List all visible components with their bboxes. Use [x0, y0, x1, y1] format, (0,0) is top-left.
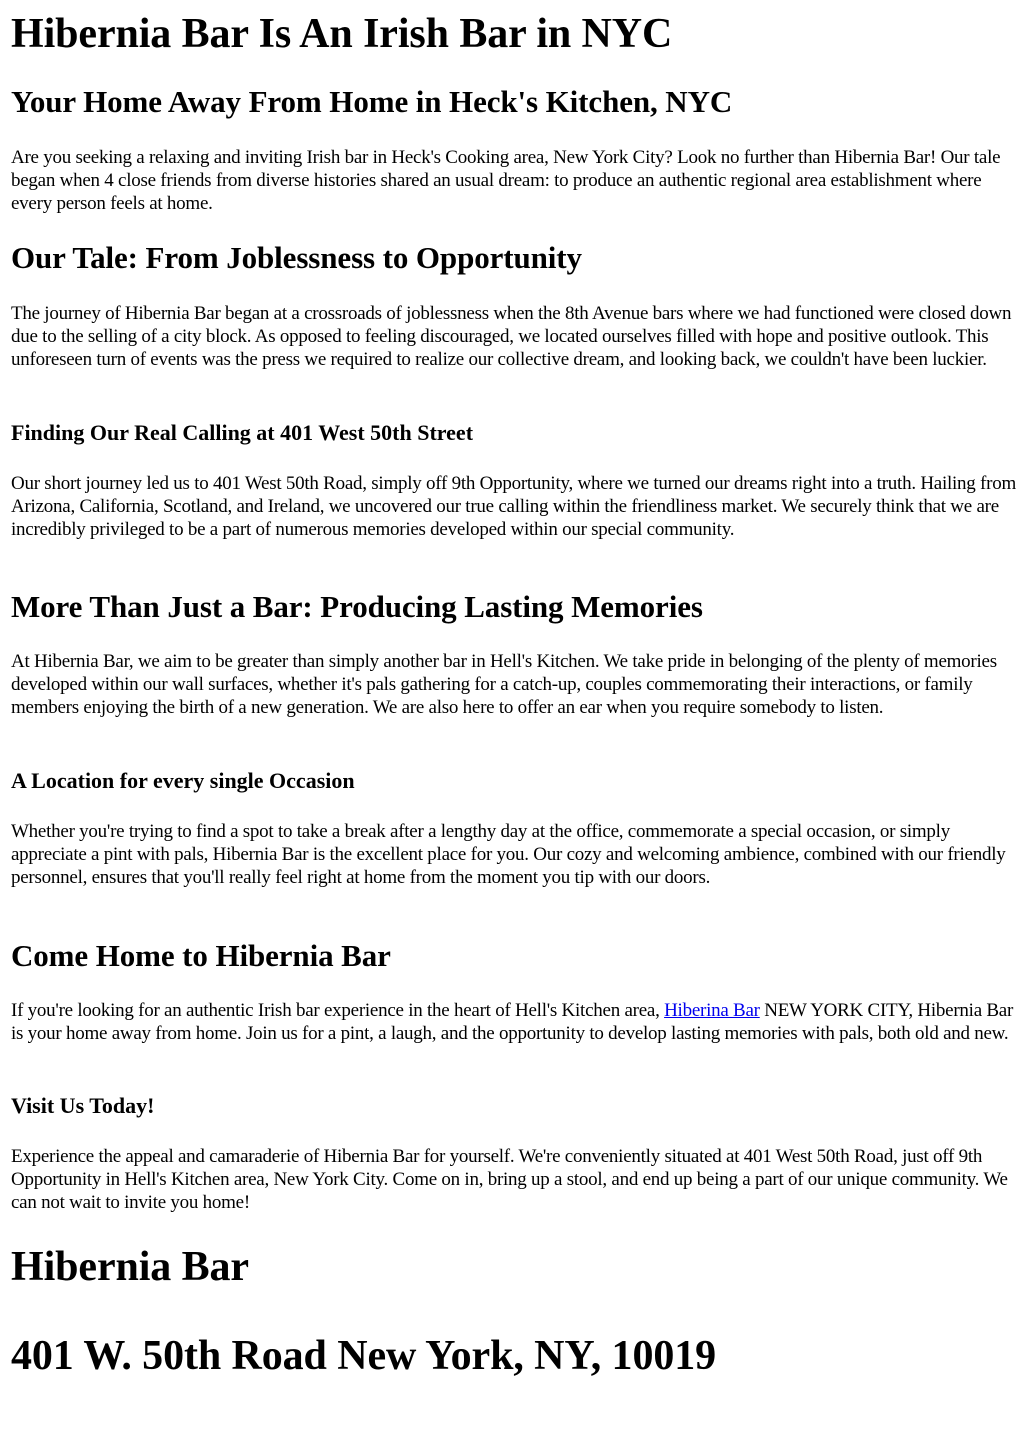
paragraph-lasting-memories: At Hibernia Bar, we aim to be greater than simply another bar in Hell's Kitchen. We take pride in belonging of the plenty of memories developed within our wall surfaces, whether it's pals gathering for a catch-up, couples commemorating their interactions, or family members enjoying the birth of a new generation. We are also here to offer an ear when you require somebody to listen. — [11, 651, 997, 718]
paragraph-real-calling: Our short journey led us to 401 West 50th Road, simply off 9th Opportunity, where we turned our dreams right into a truth. Hailing from Arizona, California, Scotland, and Ireland, we uncovered our true calling within the friendliness market. We securely think that we are incredibly privileged to be a part of numerous memories developed within our special community. — [11, 473, 1016, 540]
page-title: Hibernia Bar Is An Irish Bar in NYC — [11, 11, 673, 57]
heading-real-calling: Finding Our Real Calling at 401 West 50th Street — [11, 420, 474, 445]
paragraph-come-home-text-before: If you're looking for an authentic Irish bar experience in the heart of Hell's Kitchen area, — [11, 1000, 665, 1021]
paragraph-visit-us: Experience the appeal and camaraderie of Hibernia Bar for yourself. We're conveniently situated at 401 West 50th Road, just off 9th Opportunity in Hell's Kitchen area, New York City. Come on in, bring up a stool, and end up being a part of our unique community. We can not wait to invite you home! — [11, 1146, 1008, 1213]
heading-home-away: Your Home Away From Home in Heck's Kitchen, NYC — [11, 84, 733, 119]
business-address: 401 W. 50th Road New York, NY, 10019 — [11, 1333, 717, 1379]
paragraph-our-tale: The journey of Hibernia Bar began at a crossroads of joblessness when the 8th Avenue bars where we had functioned were closed down due to the selling of a city block. As opposed to feeling discouraged, we located ourselves filled with hope and positive outlook. This unforeseen turn of events was the press we required to realize our collective dream, and looking back, we couldn't have been luckier. — [11, 303, 1012, 370]
heading-our-tale: Our Tale: From Joblessness to Opportunity — [11, 240, 582, 275]
heading-visit-us: Visit Us Today! — [11, 1093, 155, 1118]
heading-lasting-memories: More Than Just a Bar: Producing Lasting Memories — [11, 589, 703, 624]
paragraph-come-home-text-after: NEW YORK CITY, Hibernia Bar is your home away from home. Join us for a pint, a laugh, and the opportunity to develop lasting memories with pals, both old and new. — [11, 1000, 1014, 1044]
heading-every-occasion: A Location for every single Occasion — [11, 768, 355, 793]
paragraph-every-occasion: Whether you're trying to find a spot to take a break after a lengthy day at the office, commemorate a special occasion, or simply appreciate a pint with pals, Hibernia Bar is the excellent place for you. Our cozy and welcoming ambience, combined with our friendly personnel, ensures that you'll really feel right at home from the moment you tip with our doors. — [11, 821, 1006, 888]
paragraph-come-home — [11, 999, 1016, 1045]
heading-come-home: Come Home to Hibernia Bar — [11, 938, 391, 973]
hiberina-bar-link[interactable]: Hiberina Bar — [664, 1000, 760, 1021]
business-name: Hibernia Bar — [11, 1244, 249, 1290]
paragraph-intro: Are you seeking a relaxing and inviting Irish bar in Heck's Cooking area, New York City? Look no further than Hibernia Bar! Our tale began when 4 close friends from diverse histories shared an usual dream: to produce an authentic regional area establishment where every person feels at home. — [11, 147, 1001, 214]
